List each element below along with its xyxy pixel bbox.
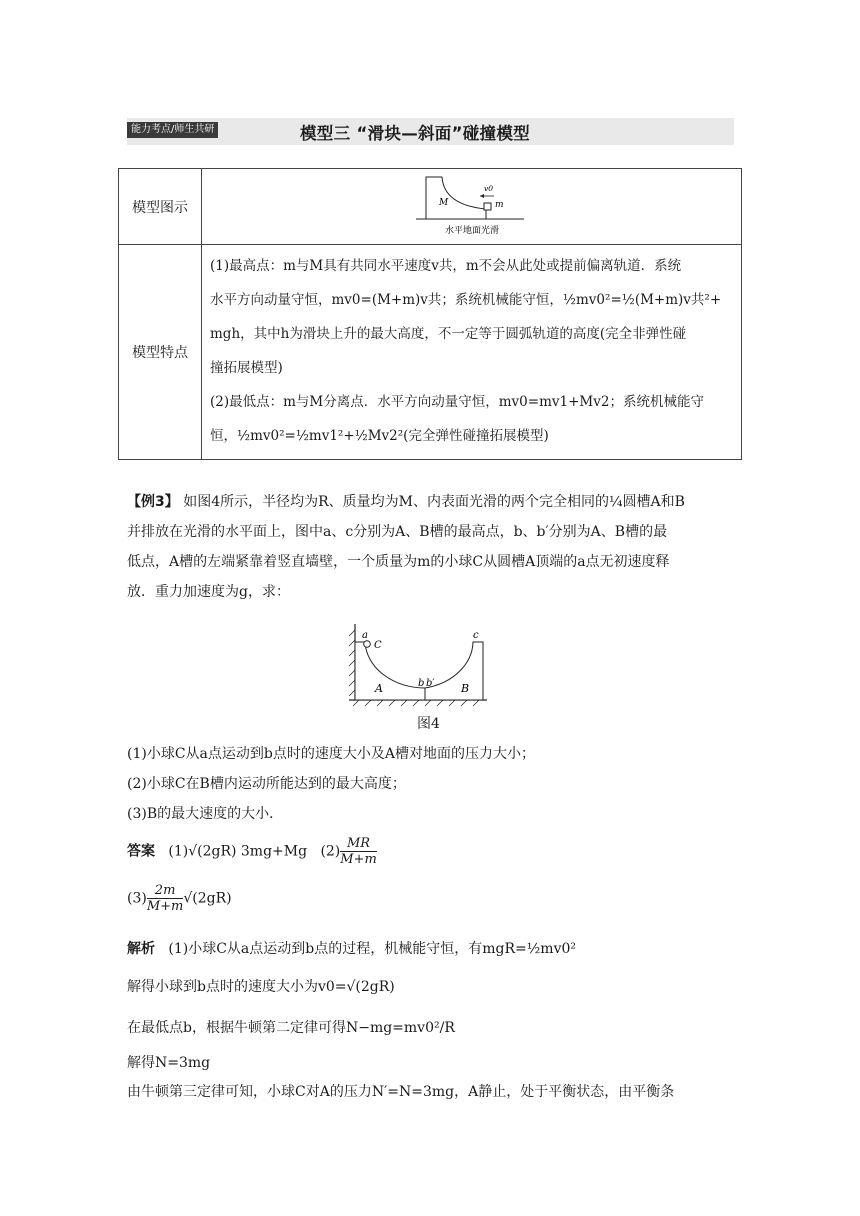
section-title: 模型三 “滑块—斜面”碰撞模型 <box>300 124 530 143</box>
figure-caption: 水平地面光滑 <box>444 225 499 236</box>
slider-slope-figure <box>412 173 532 237</box>
model-table <box>118 168 742 460</box>
label-m: m <box>494 199 504 210</box>
solution-label: 解析 <box>127 941 155 957</box>
answer-line-1 <box>127 836 377 867</box>
solution-line-3: 在最低点b，根据牛顿第二定律可得N−mg=mv0²/R <box>127 1020 455 1036</box>
svg-text:b′: b′ <box>426 678 435 689</box>
feature-line: 恒，½mv0²=½mv1²+½Mv2²(完全弹性碰撞拓展模型) <box>210 428 549 444</box>
answer-part3-fraction: $\frac{2m}{M+m}$ <box>146 883 184 914</box>
answer-part3-prefix: (3) <box>127 890 147 907</box>
answer-label: 答案 <box>127 843 155 860</box>
feature-line: 撞拓展模型) <box>210 360 283 376</box>
answer-part2-prefix: (2) <box>320 843 341 860</box>
question-3: (3)B的最大速度的大小． <box>127 806 284 822</box>
svg-text:a: a <box>362 630 368 641</box>
feature-line: 水平方向动量守恒，mv0=(M+m)v共；系统机械能守恒，½mv0²=½(M+m)v共²+ <box>210 292 722 308</box>
svg-text:C: C <box>374 640 382 651</box>
question-1: (1)小球C从a点运动到b点时的速度大小及A槽对地面的压力大小； <box>127 746 535 762</box>
example-line: 并排放在光滑的水平面上，图中a、c分别为A、B槽的最高点，b、b′分别为A、B槽的最 <box>127 524 668 540</box>
features-cell <box>202 245 742 460</box>
svg-text:c: c <box>473 630 479 641</box>
solution-line-5: 由牛顿第三定律可知，小球C对A的压力N′=N=3mg，A静止，处于平衡状态，由平衡条 <box>127 1084 675 1100</box>
example-line: 如图4所示，半径均为R、质量均为M、内表面光滑的两个完全相同的¼圆槽A和B <box>183 494 685 510</box>
groove-B <box>425 642 483 700</box>
questions <box>127 739 741 829</box>
svg-text:b: b <box>418 678 425 689</box>
groove-A <box>355 642 425 700</box>
label-M: M <box>438 197 448 208</box>
answer-part1: (1)√(2gR) 3mg+Mg <box>168 843 308 860</box>
question-2: (2)小球C在B槽内运动所能达到的最大高度； <box>127 776 406 792</box>
section-tag: 能力考点/师生共研 <box>127 122 218 138</box>
example-label: 【例3】 <box>127 494 179 510</box>
solution-line-1: 解析 (1)小球C从a点运动到b点的过程，机械能守恒，有mgR=½mv0² <box>127 941 576 957</box>
solution-line-4: 解得N=3mg <box>127 1055 211 1071</box>
model-figure-cell <box>202 169 742 245</box>
svg-text:B: B <box>461 682 470 695</box>
example-text <box>127 487 741 607</box>
svg-text:A: A <box>375 682 383 695</box>
answer-part3-suffix: √(2gR) <box>183 890 232 907</box>
example-line: 低点，A槽的左端紧靠着竖直墙壁，一个质量为m的小球C从圆槽A顶端的a点无初速度释 <box>127 554 670 570</box>
figure-4-caption: 图4 <box>417 716 440 732</box>
label-v0: v0 <box>483 183 493 193</box>
solution-line-2: 解得小球到b点时的速度大小为v0=√(2gR) <box>127 979 395 995</box>
feature-line: (2)最低点：m与M分离点．水平方向动量守恒，mv0=mv1+Mv2；系统机械能守 <box>210 394 704 410</box>
feature-line: mgh，其中h为滑块上升的最大高度，不一定等于圆弧轨道的高度(完全非弹性碰 <box>210 326 687 342</box>
figure-4-diagram <box>345 622 495 708</box>
answer-line-2 <box>127 883 232 914</box>
row-head-features: 模型特点 <box>119 245 202 460</box>
feature-line: (1)最高点：m与M具有共同水平速度v共，m不会从此处或提前偏离轨道．系统 <box>210 258 682 274</box>
ball-C <box>364 641 371 648</box>
example-line: 放．重力加速度为g，求： <box>127 584 290 600</box>
slider-block <box>484 203 491 210</box>
answer-part2-fraction: $\frac{MR}{M+m}$ <box>340 836 377 867</box>
row-head-figure: 模型图示 <box>119 169 202 245</box>
